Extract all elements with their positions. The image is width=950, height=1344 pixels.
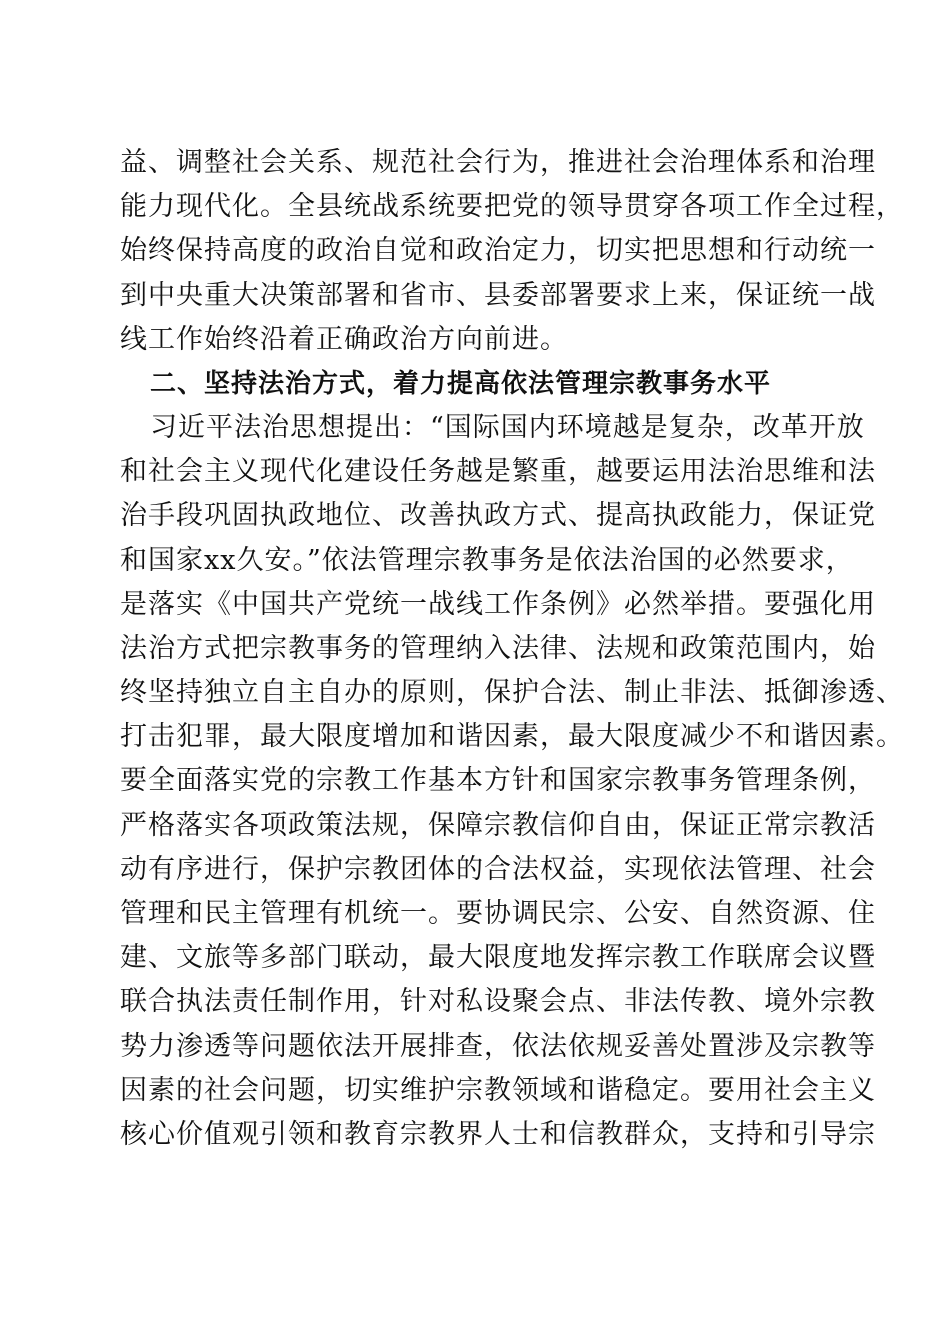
paragraph-line: 管理和民主管理有机统一。要协调民宗、公安、自然资源、住 bbox=[120, 898, 876, 929]
section-heading: 二、坚持法治方式，着力提高依法管理宗教事务水平 bbox=[150, 369, 772, 399]
paragraph-line: 始终保持高度的政治自觉和政治定力，切实把思想和行动统一 bbox=[120, 235, 876, 266]
paragraph-line: 动有序进行，保护宗教团体的合法权益，实现依法管理、社会 bbox=[120, 854, 876, 885]
paragraph-line: 终坚持独立自主自办的原则，保护合法、制止非法、抵御渗透、 bbox=[120, 677, 904, 708]
paragraph-line: 联合执法责任制作用，针对私设聚会点、非法传教、境外宗教 bbox=[120, 986, 876, 1017]
paragraph-line: 和国家xx久安。”依法管理宗教事务是依法治国的必然要求， bbox=[120, 545, 854, 576]
paragraph-line: 核心价值观引领和教育宗教界人士和信教群众，支持和引导宗 bbox=[120, 1119, 876, 1150]
paragraph-line: 习近平法治思想提出：“国际国内环境越是复杂，改革开放 bbox=[150, 412, 865, 443]
paragraph-line: 能力现代化。全县统战系统要把党的领导贯穿各项工作全过程， bbox=[120, 191, 904, 222]
paragraph-line: 治手段巩固执政地位、改善执政方式、提高执政能力，保证党 bbox=[120, 500, 876, 531]
paragraph-line: 和社会主义现代化建设任务越是繁重，越要运用法治思维和法 bbox=[120, 456, 876, 487]
paragraph-line: 益、调整社会关系、规范社会行为，推进社会治理体系和治理 bbox=[120, 147, 876, 178]
paragraph-line: 因素的社会问题，切实维护宗教领域和谐稳定。要用社会主义 bbox=[120, 1075, 876, 1106]
paragraph-line: 到中央重大决策部署和省市、县委部署要求上来，保证统一战 bbox=[120, 280, 876, 311]
paragraph-line: 法治方式把宗教事务的管理纳入法律、法规和政策范围内，始 bbox=[120, 633, 876, 664]
paragraph-line: 严格落实各项政策法规，保障宗教信仰自由，保证正常宗教活 bbox=[120, 810, 876, 841]
paragraph-line: 建、文旅等多部门联动，最大限度地发挥宗教工作联席会议暨 bbox=[120, 942, 876, 973]
paragraph-line: 打击犯罪，最大限度增加和谐因素，最大限度减少不和谐因素。 bbox=[120, 721, 904, 752]
paragraph-line: 线工作始终沿着正确政治方向前进。 bbox=[120, 324, 568, 355]
paragraph-line: 是落实《中国共产党统一战线工作条例》必然举措。要强化用 bbox=[120, 589, 876, 620]
paragraph-line: 要全面落实党的宗教工作基本方针和国家宗教事务管理条例， bbox=[120, 765, 876, 796]
paragraph-line: 势力渗透等问题依法开展排查，依法依规妥善处置涉及宗教等 bbox=[120, 1031, 876, 1062]
